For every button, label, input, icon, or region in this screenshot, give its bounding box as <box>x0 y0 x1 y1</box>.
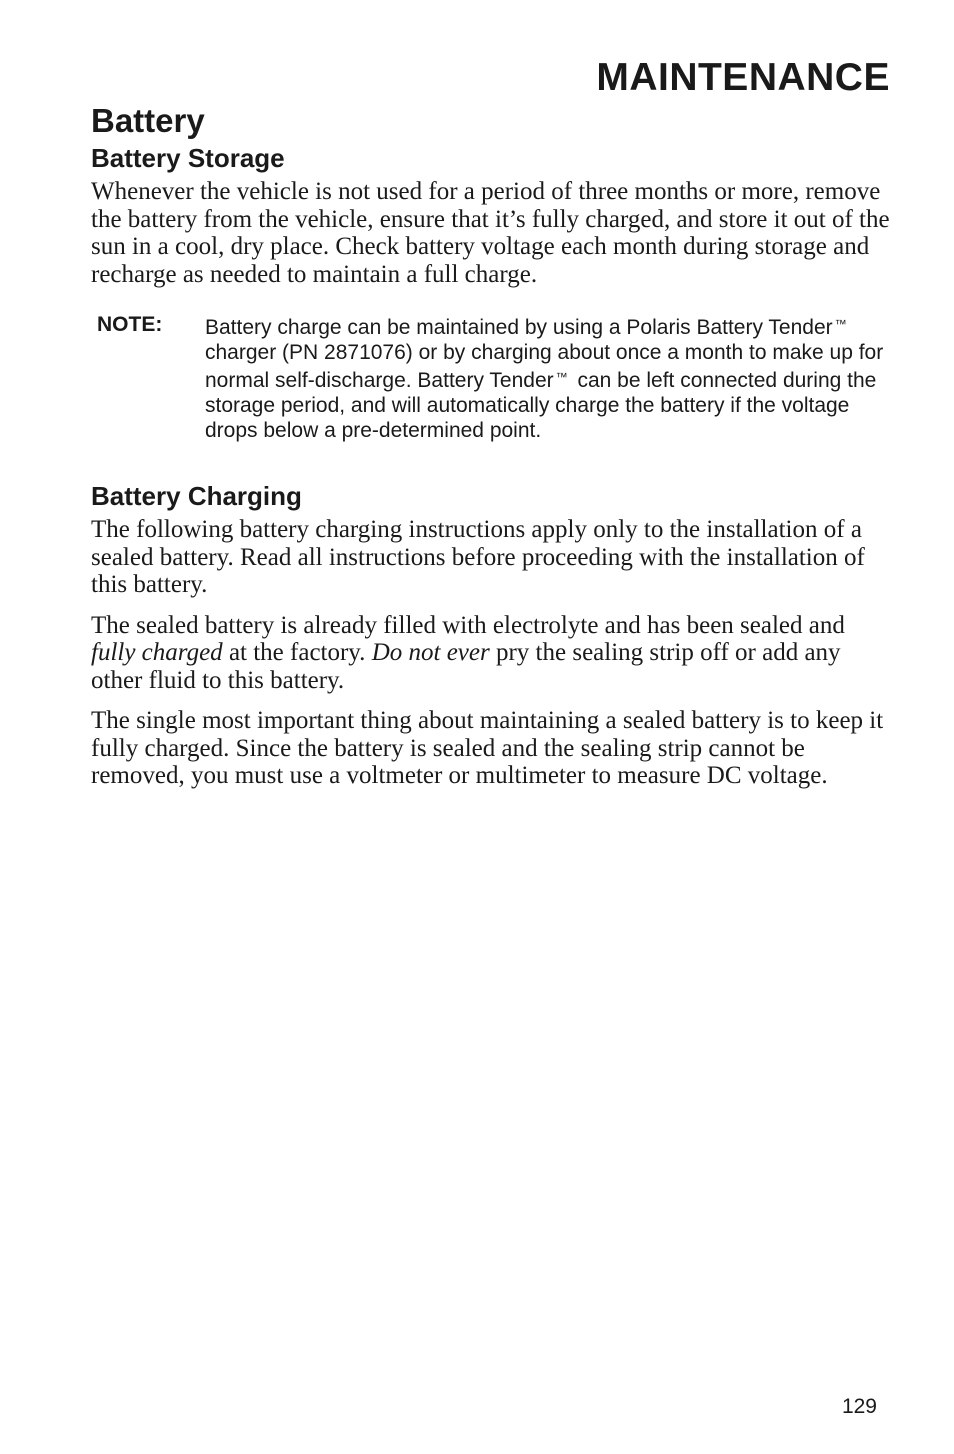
note-text-part3: can be left connected during the storage period, and will automatically charge the battery if the voltage drops below a pre-determined point. <box>205 369 877 442</box>
paragraph-2-emphasis-do-not-ever: Do not ever <box>371 639 490 666</box>
note-block <box>97 312 891 443</box>
trademark-symbol: ™ <box>555 370 568 384</box>
paragraph-2-text-a: The sealed battery is already filled with electrolyte and has been sealed and <box>91 611 845 639</box>
page-header-title: MAINTENANCE <box>596 56 890 99</box>
page-content <box>91 101 891 790</box>
trademark-symbol: ™ <box>834 317 847 331</box>
note-body <box>205 312 891 443</box>
paragraph-2-text-c: pry the sealing strip off or add any other fluid to this battery. <box>91 639 841 694</box>
page-number: 129 <box>841 1395 877 1418</box>
battery-charging-paragraph-3: The single most important thing about maintaining a sealed battery is to keep it fully charged. Since the battery is sealed and the sealing strip cannot be removed, you must use a voltmeter or multimeter to measure DC voltage. <box>91 707 884 789</box>
note-text-part2: charger (PN 2871076) or by charging about once a month to make up for normal self-discharge. Battery Tender <box>205 341 884 392</box>
paragraph-2-emphasis-fully-charged: fully charged <box>91 639 223 666</box>
battery-charging-paragraph-1: The following battery charging instructions apply only to the installation of a sealed battery. Read all instructions before proceeding with the installation of this battery. <box>91 516 865 598</box>
paragraph-2-text-b: at the factory. <box>222 639 372 666</box>
note-text-part1: Battery charge can be maintained by using a Polaris Battery Tender <box>205 316 833 339</box>
section-title: Battery <box>91 102 205 139</box>
battery-storage-heading: Battery Storage <box>91 143 285 173</box>
battery-charging-paragraph-2 <box>91 612 891 695</box>
battery-storage-paragraph: Whenever the vehicle is not used for a period of three months or more, remove the battery from the vehicle, ensure that it’s fully charged, and store it out of the sun in a cool, dry place. Check battery voltage each month during storage and recharge as needed to maintain a full charge. <box>91 178 890 288</box>
note-label: NOTE: <box>97 313 163 336</box>
battery-charging-heading: Battery Charging <box>91 481 302 511</box>
